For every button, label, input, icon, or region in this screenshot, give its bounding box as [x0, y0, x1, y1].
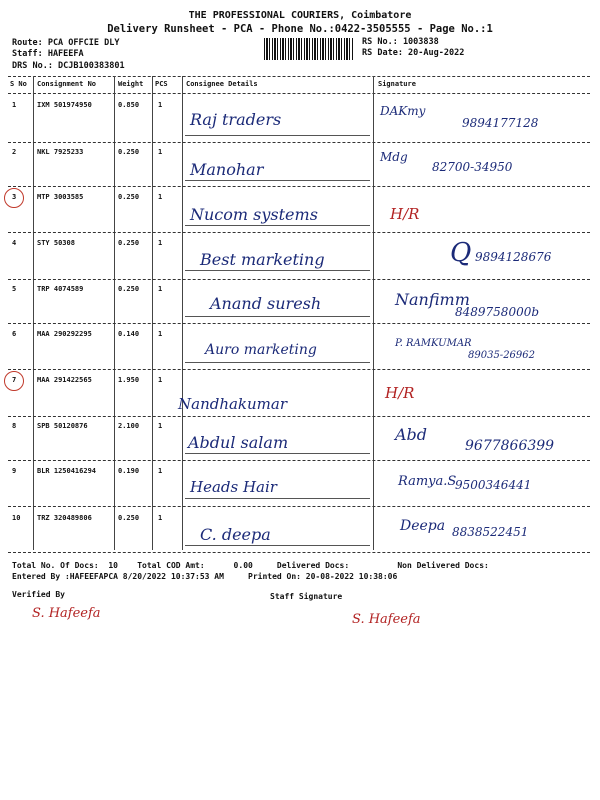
- col-header-signature: Signature: [378, 80, 416, 88]
- row-pcs: 1: [158, 239, 163, 247]
- row-consignment: NKL 7925233: [37, 148, 84, 156]
- row-sno: 8: [12, 422, 17, 430]
- row-consignee-handwritten: Abdul salam: [188, 433, 289, 452]
- row-weight: 0.140: [118, 330, 140, 338]
- row-sno: 10: [12, 514, 21, 522]
- row-signature: DAKmy: [380, 104, 426, 118]
- runsheet-title: THE PROFESSIONAL COURIERS, Coimbatore: [188, 10, 412, 21]
- row-signature: Abd: [395, 425, 428, 444]
- row-weight: 0.850: [118, 101, 140, 109]
- row-consignment: SPB 50120876: [37, 422, 88, 430]
- row-consignee-handwritten: Heads Hair: [190, 478, 277, 496]
- col-header-pcs: PCS: [155, 80, 168, 88]
- row-sno: 2: [12, 148, 17, 156]
- row-consignment: IXM 501974950: [37, 101, 92, 109]
- row-pcs: 1: [158, 193, 163, 201]
- row-weight: 0.250: [118, 148, 140, 156]
- row-consignment: TRZ 320489806: [37, 514, 92, 522]
- row-signature: Nanfimm: [395, 290, 470, 309]
- row-signature: Ramya.S: [398, 474, 457, 489]
- row-consignment: STY 50308: [37, 239, 75, 247]
- row-consignee-handwritten: Best marketing: [200, 250, 325, 269]
- row-signature: H/R: [385, 384, 415, 402]
- runsheet-subtitle: Delivery Runsheet - PCA - Phone No.:0422-3505555 - Page No.:1: [107, 23, 493, 35]
- row-sno: 6: [12, 330, 17, 338]
- row-consignment: MTP 3003585: [37, 193, 84, 201]
- row-weight: 0.250: [118, 514, 140, 522]
- row-consignee-handwritten: Nucom systems: [190, 205, 318, 224]
- row-separator: [8, 142, 590, 143]
- row-consignee-handwritten: C. deepa: [200, 525, 271, 544]
- route-label: Route: PCA OFFCIE DLY: [12, 38, 120, 48]
- row-sno: 7: [12, 376, 17, 384]
- rs-date: RS Date: 20-Aug-2022: [362, 48, 465, 58]
- row-sno: 1: [12, 101, 17, 109]
- row-consignment: MAA 290292295: [37, 330, 92, 338]
- row-consignee-handwritten: Auro marketing: [205, 342, 317, 358]
- row-weight: 2.100: [118, 422, 140, 430]
- row-separator: [8, 369, 590, 370]
- row-underline: [185, 225, 370, 226]
- row-underline: [185, 316, 370, 317]
- staff-label: Staff: HAFEEFA: [12, 49, 84, 59]
- row-weight: 0.250: [118, 285, 140, 293]
- row-separator: [8, 506, 590, 507]
- rs-number: RS No.: 1003838: [362, 37, 439, 47]
- col-header-sno: S No: [10, 80, 27, 88]
- row-pcs: 1: [158, 514, 163, 522]
- row-phone: 9894177128: [462, 116, 539, 130]
- row-phone: 8489758000b: [455, 305, 540, 319]
- row-underline: [185, 270, 370, 271]
- row-consignee-handwritten: Nandhakumar: [178, 395, 288, 413]
- verified-signature: S. Hafeefa: [32, 606, 101, 621]
- row-consignee-handwritten: Raj traders: [190, 110, 282, 129]
- row-weight: 0.250: [118, 193, 140, 201]
- row-phone: 8838522451: [452, 525, 529, 539]
- col-divider: [33, 76, 34, 550]
- row-phone: 89035-26962: [468, 350, 536, 361]
- row-underline: [185, 135, 370, 136]
- row-pcs: 1: [158, 148, 163, 156]
- row-separator: [8, 460, 590, 461]
- row-underline: [185, 498, 370, 499]
- totals-line: Total No. Of Docs: 10 Total COD Amt: 0.00 Delivered Docs: Non Delivered Docs:: [12, 561, 489, 570]
- col-divider: [373, 76, 374, 550]
- row-signature: H/R: [390, 205, 420, 223]
- row-separator: [8, 186, 590, 187]
- row-signature: Q: [450, 238, 472, 268]
- row-pcs: 1: [158, 376, 163, 384]
- row-separator: [8, 323, 590, 324]
- row-consignment: MAA 291422565: [37, 376, 92, 384]
- row-signature: P. RAMKUMAR: [395, 338, 472, 349]
- table-header-rule: [8, 93, 590, 94]
- staff-signature-label: Staff Signature: [270, 592, 343, 601]
- row-underline: [185, 545, 370, 546]
- row-underline: [185, 180, 370, 181]
- row-consignee-handwritten: Manohar: [190, 160, 264, 179]
- row-weight: 1.950: [118, 376, 140, 384]
- col-divider: [114, 76, 115, 550]
- table-bottom-rule: [8, 552, 590, 553]
- row-sno: 4: [12, 239, 17, 247]
- row-consignee-handwritten: Anand suresh: [210, 294, 322, 313]
- row-pcs: 1: [158, 285, 163, 293]
- col-divider: [182, 76, 183, 550]
- row-weight: 0.190: [118, 467, 140, 475]
- row-underline: [185, 362, 370, 363]
- row-phone: 9894128676: [475, 250, 552, 264]
- row-weight: 0.250: [118, 239, 140, 247]
- row-sno: 5: [12, 285, 17, 293]
- row-signature: Mdg: [380, 150, 408, 164]
- col-header-consignee: Consignee Details: [186, 80, 258, 88]
- row-pcs: 1: [158, 467, 163, 475]
- row-sno: 9: [12, 467, 17, 475]
- row-consignment: TRP 4074589: [37, 285, 84, 293]
- row-underline: [185, 453, 370, 454]
- row-phone: 82700-34950: [432, 160, 513, 174]
- row-phone: 9677866399: [465, 438, 555, 454]
- row-sno: 3: [12, 193, 17, 201]
- row-separator: [8, 279, 590, 280]
- row-phone: 9500346441: [455, 478, 532, 492]
- table-top-rule: [8, 76, 590, 77]
- staff-signature: S. Hafeefa: [352, 612, 421, 627]
- row-consignment: BLR 1250416294: [37, 467, 97, 475]
- row-pcs: 1: [158, 330, 163, 338]
- verified-by-label: Verified By: [12, 590, 65, 599]
- col-divider: [152, 76, 153, 550]
- row-pcs: 1: [158, 422, 163, 430]
- row-separator: [8, 416, 590, 417]
- barcode: [264, 38, 354, 60]
- col-header-weight: Weight: [118, 80, 144, 88]
- row-signature: Deepa: [400, 518, 446, 534]
- drs-number: DRS No.: DCJB100383801: [12, 61, 125, 71]
- entered-by-line: Entered By :HAFEEFAPCA 8/20/2022 10:37:53 AM Printed On: 20-08-2022 10:38:06: [12, 572, 398, 581]
- row-pcs: 1: [158, 101, 163, 109]
- row-separator: [8, 232, 590, 233]
- col-header-consignment: Consignment No: [37, 80, 97, 88]
